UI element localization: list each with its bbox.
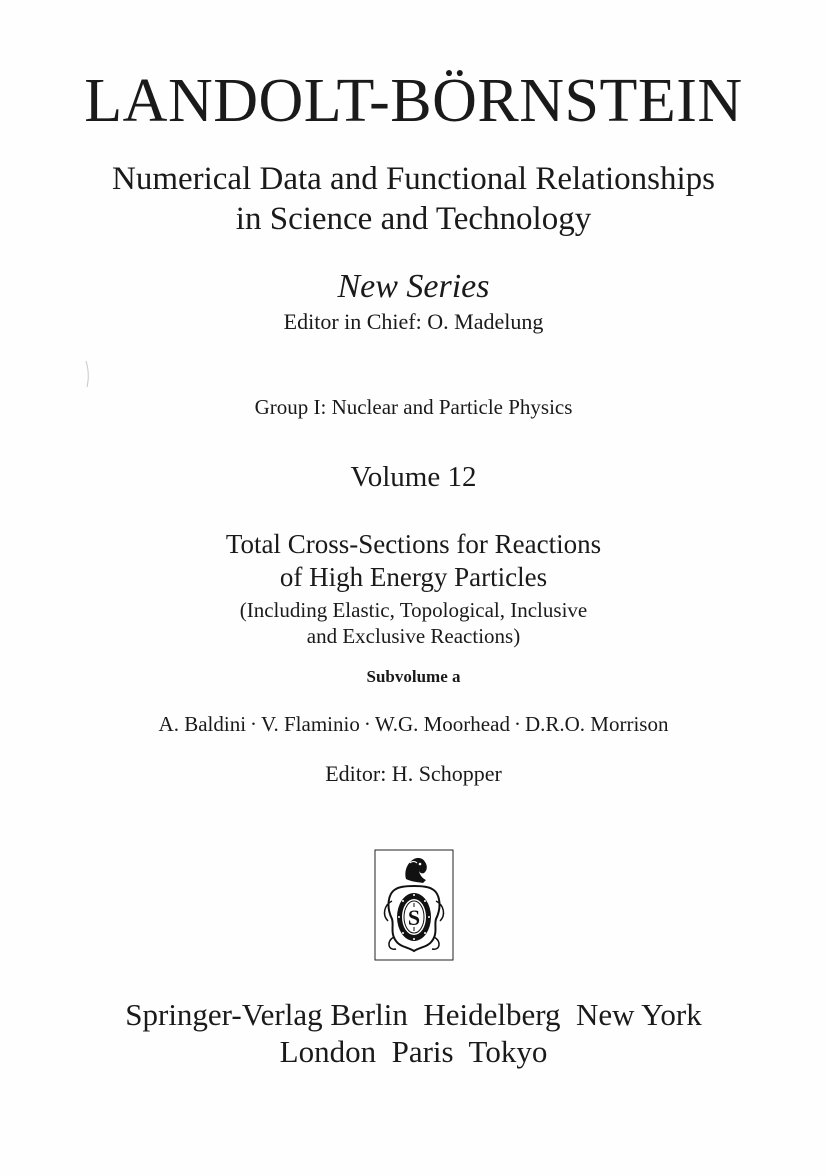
author-separator: · bbox=[250, 712, 258, 736]
volume-title-line-3: (Including Elastic, Topological, Inclusive bbox=[239, 598, 588, 622]
volume-title-line-2: of High Energy Particles bbox=[279, 562, 548, 592]
svg-text:S: S bbox=[407, 905, 421, 930]
author: D.R.O. Morrison bbox=[524, 712, 669, 736]
author: V. Flaminio bbox=[261, 712, 360, 736]
springer-knight-emblem-icon bbox=[374, 849, 454, 961]
author-separator: · bbox=[513, 712, 521, 736]
author-list bbox=[0, 714, 827, 735]
margin-mark bbox=[85, 360, 91, 388]
subtitle-line-2: in Science and Technology bbox=[235, 201, 592, 237]
publisher-line: Springer-Verlag Berlin Heidelberg New York bbox=[125, 997, 702, 1032]
author: A. Baldini bbox=[158, 712, 247, 736]
editor-in-chief: Editor in Chief: O. Madelung bbox=[283, 309, 544, 334]
volume-title-line-4: and Exclusive Reactions) bbox=[306, 624, 521, 648]
subvolume-label: Subvolume a bbox=[366, 667, 461, 686]
series-name: New Series bbox=[337, 268, 490, 305]
volume-title-line-1: Total Cross-Sections for Reactions bbox=[225, 529, 602, 559]
main-title: LANDOLT-BÖRNSTEIN bbox=[84, 67, 743, 135]
group-heading: Group I: Nuclear and Particle Physics bbox=[254, 395, 573, 419]
volume-number: Volume 12 bbox=[350, 461, 477, 493]
subtitle-line-1: Numerical Data and Functional Relationships bbox=[111, 161, 716, 197]
author: W.G. Moorhead bbox=[374, 712, 510, 736]
publisher-cities: London Paris Tokyo bbox=[279, 1034, 548, 1069]
author-separator: · bbox=[363, 712, 371, 736]
volume-editor: Editor: H. Schopper bbox=[325, 761, 502, 786]
